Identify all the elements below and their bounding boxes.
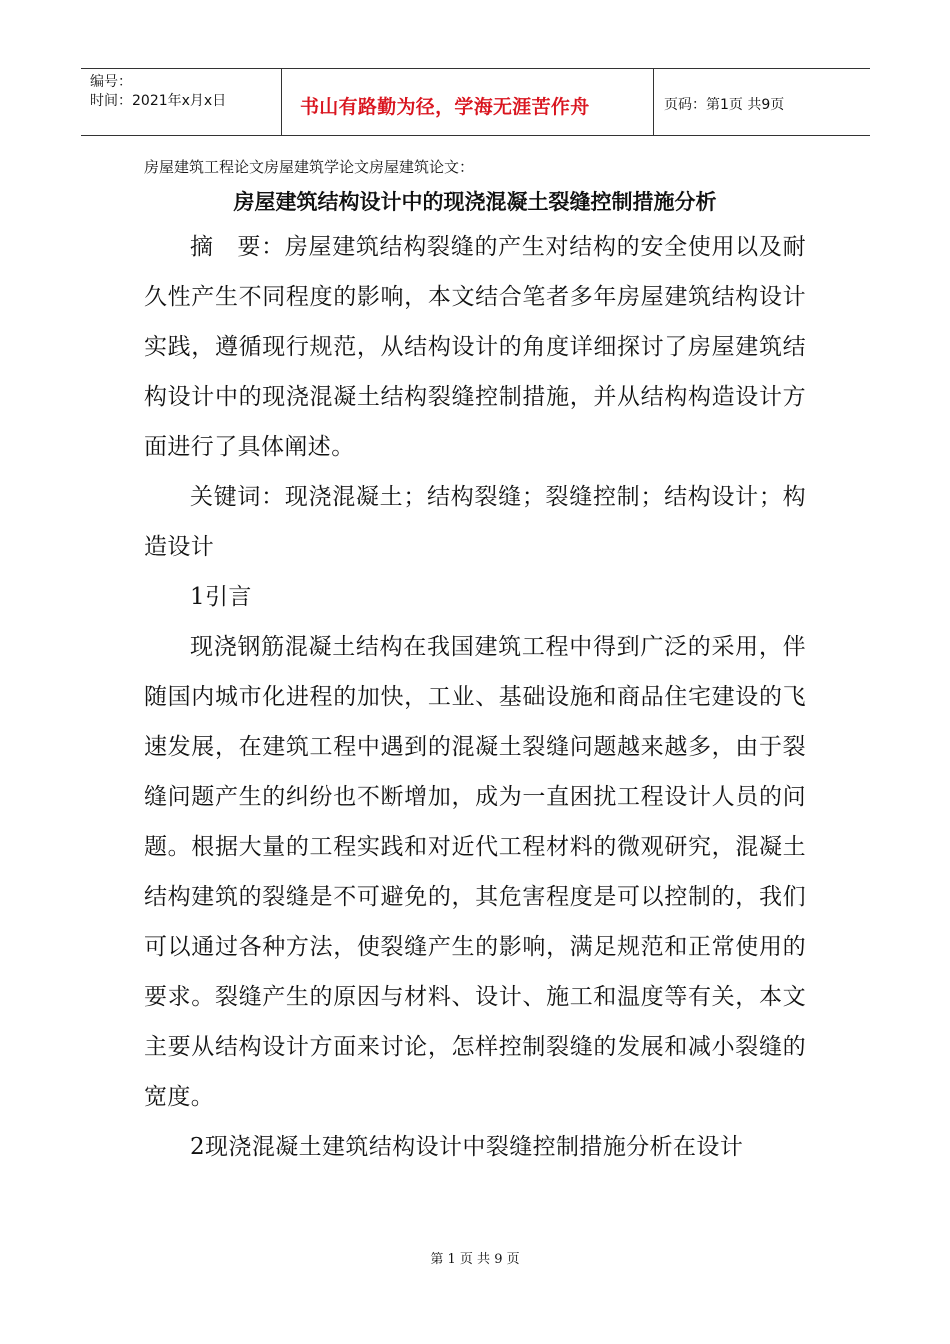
- document-number-label: 编号：: [90, 74, 132, 90]
- header-motto-cell: [282, 69, 654, 135]
- abstract-paragraph: 摘 要：房屋建筑结构裂缝的产生对结构的安全使用以及耐久性产生不同程度的影响，本文结合笔者多年房屋建筑结构设计实践，遵循现行规范，从结构设计的角度详细探讨了房屋建筑结构设计中的现浇混凝土结构裂缝控制措施，并从结构构造设计方面进行了具体阐述。: [144, 234, 806, 460]
- document-time-label: 时间：2021年x月x日: [90, 93, 227, 109]
- header-page-cell: [654, 69, 870, 135]
- section-heading-introduction: 1引言: [190, 584, 252, 610]
- motto-text: 书山有路勤为径，学海无涯苦作舟: [300, 95, 590, 118]
- header-page-info: 页码：第1页 共9页: [664, 97, 785, 113]
- subject-line: 房屋建筑工程论文房屋建筑学论文房屋建筑论文：: [144, 158, 475, 176]
- keywords-paragraph: 关键词：现浇混凝土；结构裂缝；裂缝控制；结构设计；构造设计: [144, 484, 806, 560]
- page-footer: 第 1 页 共 9 页: [430, 1252, 520, 1267]
- header-meta-cell: [81, 69, 282, 135]
- section-heading-analysis: 2现浇混凝土建筑结构设计中裂缝控制措施分析在设计: [190, 1134, 744, 1160]
- document-body: [144, 156, 806, 1172]
- introduction-paragraph: 现浇钢筋混凝土结构在我国建筑工程中得到广泛的采用，伴随国内城市化进程的加快，工业、基础设施和商品住宅建设的飞速发展，在建筑工程中遇到的混凝土裂缝问题越来越多，由于裂缝问题产生的纠纷也不断增加，成为一直困扰工程设计人员的问题。根据大量的工程实践和对近代工程材料的微观研究，混凝土结构建筑的裂缝是不可避免的，其危害程度是可以控制的，我们可以通过各种方法，使裂缝产生的影响，满足规范和正常使用的要求。裂缝产生的原因与材料、设计、施工和温度等有关，本文主要从结构设计方面来讨论，怎样控制裂缝的发展和减小裂缝的宽度。: [144, 634, 806, 1110]
- document-title: 房屋建筑结构设计中的现浇混凝土裂缝控制措施分析: [233, 190, 717, 214]
- document-header: [81, 68, 870, 136]
